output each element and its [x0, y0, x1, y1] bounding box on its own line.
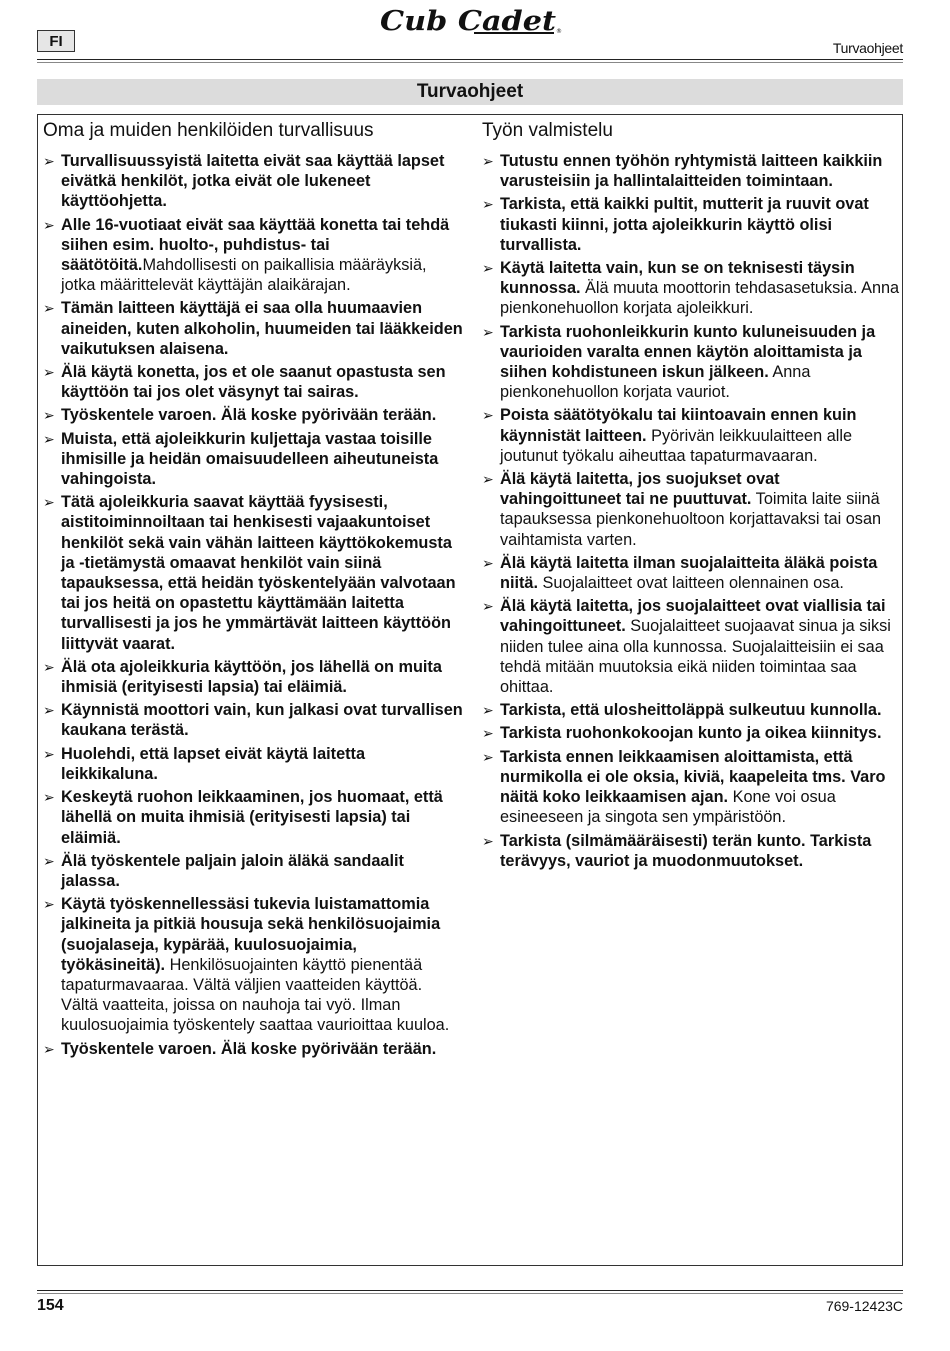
arrow-bullet-icon: ➢ [482, 554, 494, 571]
list-item [43, 362, 463, 402]
header-divider-secondary [37, 62, 903, 63]
item-bold-text: Tarkista, että kaikki pultit, mutterit ja ruuvit ovat tiukasti kiinni, jotta ajoleikkurin käyttö olisi turvallista. [500, 195, 869, 254]
footer-divider [37, 1290, 903, 1291]
item-bold-text: Käynnistä moottori vain, kun jalkasi ovat turvallisen kaukana terästä. [61, 701, 463, 740]
arrow-bullet-icon: ➢ [482, 407, 494, 424]
list-item [43, 851, 463, 891]
item-normal-text: Toimita laite siinä tapauksessa pienkonehuoltoon korjattavaksi tai osan vaihtamista varten. [500, 490, 882, 549]
list-item [482, 700, 900, 720]
item-normal-text: Henkilösuojainten käyttö pienentää tapaturmavaaraa. Vältä väljien vaatteiden käyttöä. Vältä vaatteita, joissa on nauhoja tai vyö. Ilman kuulosuojaimia työskentely saattaa vaurioittaa kuuloa. [61, 955, 450, 1035]
item-bold-text: Muista, että ajoleikkurin kuljettaja vastaa toisille ihmisille ja heidän omaisuudelleen aiheutuneista vahingoista. [61, 429, 439, 489]
page-title: Turvaohjeet [37, 79, 903, 105]
item-normal-text: Suojalaitteet suojaavat sinua ja siksi niiden tulee aina olla kunnossa. Suojalaitteisiin ei saa tehdä mitään muutoksia eikä niiden toimintaa saa ohittaa. [500, 617, 891, 697]
list-item [43, 787, 463, 848]
right-item-list [482, 151, 900, 871]
list-item [43, 657, 463, 697]
item-bold-text: Käytä työskennellessäsi tukevia luistamattomia jalkineita ja pitkiä housuja sekä henkilösuojaimia (suojalaseja, kypärää, kuulosuojaimia, työkäsineitä). [61, 895, 441, 974]
list-item [482, 151, 900, 191]
arrow-bullet-icon: ➢ [43, 789, 55, 806]
item-bold-text: Tarkista ruohonleikkurin kunto kuluneisuuden ja vaurioiden varalta ennen käytön aloittamista ja siihen kohdistuneen iskun jälkeen. [500, 322, 876, 382]
item-normal-text: Kone voi osua esineeseen ja singota sen ympäristöön. [500, 788, 836, 827]
right-column-heading: Työn valmistelu [482, 120, 613, 141]
list-item [43, 298, 463, 359]
list-item [43, 700, 463, 740]
arrow-bullet-icon: ➢ [482, 702, 494, 719]
list-item [482, 405, 900, 466]
item-bold-text: Käytä laitetta vain, kun se on teknisesti täysin kunnossa. [500, 259, 855, 298]
list-item [43, 1039, 463, 1059]
item-bold-text: Älä käytä laitetta ilman suojalaitteita äläkä poista niitä. [500, 553, 878, 593]
item-normal-text: Suojalaitteet ovat laitteen olennainen osa. [538, 574, 844, 593]
arrow-bullet-icon: ➢ [43, 407, 55, 424]
item-bold-text: Tätä ajoleikkuria saavat käyttää fyysisesti, aistitoiminnoiltaan tai henkisesti vajaakuntoiset henkilöt sekä vain vähän laitteen käyttökokemusta ja -tietämystä omaavat henkilöt vain siinä tapauksessa, että heidän työskentelyään valvotaan tai jos heitä on opastettu käyttämään laitetta turvallisesti ja jos he ymmärtävät laitteen käyttöön liittyvät vaarat. [61, 493, 456, 653]
footer-divider-secondary [37, 1293, 903, 1294]
list-item [482, 723, 900, 743]
document-code: 769-12423C [825, 1298, 903, 1314]
arrow-bullet-icon: ➢ [43, 658, 55, 675]
item-bold-text: Turvallisuussyistä laitetta eivät saa käyttää lapset eivätkä henkilöt, jotka eivät ole lukeneet käyttöohjetta. [61, 152, 445, 211]
arrow-bullet-icon: ➢ [43, 494, 55, 511]
right-column [482, 119, 900, 874]
arrow-bullet-icon: ➢ [43, 702, 55, 719]
list-item [482, 469, 900, 550]
item-bold-text: Tarkista, että ulosheittoläppä sulkeutuu kunnolla. [500, 701, 882, 720]
list-item [43, 744, 463, 784]
item-normal-text: Pyörivän leikkuulaitteen alle joutunut työkalu aiheuttaa tapaturmavaaran. [500, 426, 853, 465]
language-badge: FI [37, 30, 75, 52]
left-column [43, 119, 463, 1062]
arrow-bullet-icon: ➢ [482, 196, 494, 213]
arrow-bullet-icon: ➢ [482, 748, 494, 765]
arrow-bullet-icon: ➢ [482, 260, 494, 277]
page-number: 154 [37, 1297, 64, 1314]
cub-cadet-logo [378, 4, 564, 38]
arrow-bullet-icon: ➢ [43, 852, 55, 869]
item-bold-text: Huolehdi, että lapset eivät käytä laitetta leikkikaluna. [61, 744, 366, 783]
svg-text:®: ® [556, 28, 562, 35]
arrow-bullet-icon: ➢ [482, 471, 494, 488]
item-bold-text: Älä käytä konetta, jos et ole saanut opastusta sen käyttöön tai jos olet väsynyt tai sairas. [61, 363, 446, 402]
list-item [43, 405, 463, 425]
header-section-title: Turvaohjeet [832, 40, 903, 56]
item-bold-text: Alle 16-vuotiaat eivät saa käyttää konetta tai tehdä siihen esim. huolto-, puhdistus- tai säätötöitä. [61, 215, 450, 275]
arrow-bullet-icon: ➢ [43, 745, 55, 762]
list-item [43, 429, 463, 490]
item-bold-text: Tarkista (silmämääräisesti) terän kunto. Tarkista terävyys, vauriot ja muodonmuutokset. [500, 831, 872, 870]
content-frame [37, 114, 903, 1266]
list-item [482, 258, 900, 319]
list-item [43, 492, 463, 654]
item-bold-text: Tämän laitteen käyttäjä ei saa olla huumaavien aineiden, kuten alkoholin, huumeiden tai lääkkeiden vaikutuksen alaisena. [61, 299, 463, 358]
item-bold-text: Työskentele varoen. Älä koske pyörivään terään. [61, 1039, 437, 1058]
item-bold-text: Tarkista ruohonkokoojan kunto ja oikea kiinnitys. [500, 724, 882, 743]
list-item [43, 894, 463, 1035]
arrow-bullet-icon: ➢ [43, 896, 55, 913]
left-item-list [43, 151, 463, 1059]
item-bold-text: Älä käytä laitetta, jos suojalaitteet ovat viallisia tai vahingoittuneet. [500, 597, 886, 636]
left-column-heading: Oma ja muiden henkilöiden turvallisuus [43, 120, 374, 141]
item-bold-text: Älä ota ajoleikkuria käyttöön, jos lähellä on muita ihmisiä (erityisesti lapsia) tai eläimiä. [61, 657, 442, 697]
header-divider [37, 59, 903, 60]
svg-text:Cub Cadet: Cub Cadet [380, 6, 557, 37]
item-bold-text: Työskentele varoen. Älä koske pyörivään terään. [61, 406, 437, 425]
arrow-bullet-icon: ➢ [43, 430, 55, 447]
item-bold-text: Keskeytä ruohon leikkaaminen, jos huomaat, että lähellä on muita ihmisiä (erityisesti lapsia) tai eläimiä. [61, 788, 443, 847]
arrow-bullet-icon: ➢ [43, 364, 55, 381]
item-normal-text: Anna pienkonehuollon korjata vauriot. [500, 363, 811, 402]
arrow-bullet-icon: ➢ [43, 153, 55, 169]
item-bold-text: Älä työskentele paljain jaloin äläkä sandaalit jalassa. [61, 851, 404, 890]
arrow-bullet-icon: ➢ [482, 598, 494, 615]
arrow-bullet-icon: ➢ [482, 832, 494, 849]
arrow-bullet-icon: ➢ [43, 300, 55, 317]
list-item [43, 215, 463, 296]
item-normal-text: Älä muuta moottorin tehdasasetuksia. Anna pienkonehuollon korjata ajoleikkuri. [500, 279, 900, 318]
item-bold-text: Poista säätötyökalu tai kiintoavain ennen kuin käynnistät laitteen. [500, 406, 857, 445]
list-item [482, 194, 900, 255]
list-item [482, 831, 900, 871]
arrow-bullet-icon: ➢ [482, 323, 494, 340]
list-item [482, 322, 900, 403]
list-item [482, 747, 900, 828]
item-bold-text: Tarkista ennen leikkaamisen aloittamista, että nurmikolla ei ole oksia, kiviä, kaapeleita tms. Varo näitä koko leikkaamisen ajan. [500, 747, 886, 807]
arrow-bullet-icon: ➢ [482, 153, 494, 169]
list-item [482, 553, 900, 593]
arrow-bullet-icon: ➢ [43, 216, 55, 233]
arrow-bullet-icon: ➢ [43, 1040, 55, 1057]
item-normal-text: Mahdollisesti on paikallisia määräyksiä, jotka määrittelevät käyttäjän alaikärajan. [61, 256, 427, 295]
list-item [43, 151, 463, 212]
list-item [482, 596, 900, 697]
arrow-bullet-icon: ➢ [482, 725, 494, 742]
item-bold-text: Tutustu ennen työhön ryhtymistä laitteen kaikkiin varusteisiin ja hallintalaitteiden toimintaan. [500, 152, 883, 191]
item-bold-text: Älä käytä laitetta, jos suojukset ovat vahingoittuneet tai ne puuttuvat. [500, 470, 780, 509]
